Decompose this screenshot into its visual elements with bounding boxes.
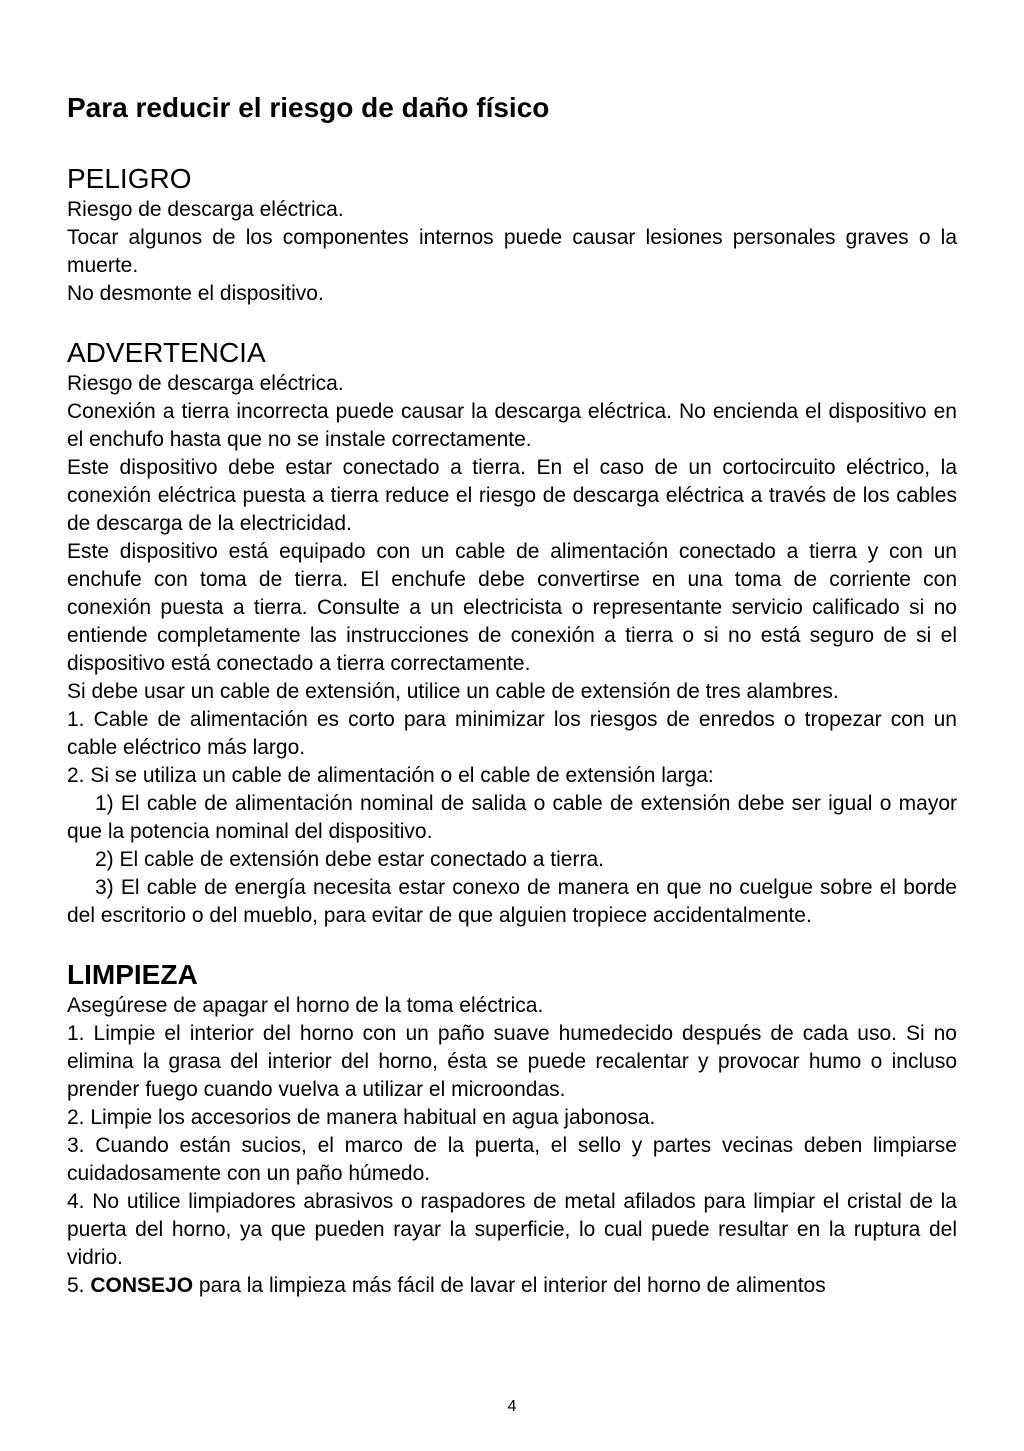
advertencia-p8: 1) El cable de alimentación nominal de salida o cable de extensión debe ser igual o mayor que la potencia nominal del dispositivo. <box>67 792 957 843</box>
limpieza-p3: 2. Limpie los accesorios de manera habitual en agua jabonosa. <box>67 1106 656 1129</box>
section-advertencia <box>67 336 957 930</box>
heading-limpieza: LIMPIEZA <box>67 959 198 990</box>
advertencia-p3: Este dispositivo debe estar conectado a tierra. En el caso de un cortocircuito eléctrico, la conexión eléctrica puesta a tierra reduce el riesgo de descarga eléctrica a través de los cables de descarga de la electricidad. <box>67 456 957 535</box>
advertencia-p9: 2) El cable de extensión debe estar conectado a tierra. <box>95 848 604 871</box>
document-page <box>67 88 957 1328</box>
heading-advertencia: ADVERTENCIA <box>67 337 266 368</box>
limpieza-p6 <box>67 1272 957 1300</box>
advertencia-p6: 1. Cable de alimentación es corto para minimizar los riesgos de enredos o tropezar con un cable eléctrico más largo. <box>67 708 957 759</box>
section-limpieza <box>67 958 957 1300</box>
page-title: Para reducir el riesgo de daño físico <box>67 92 550 123</box>
peligro-line-2: Tocar algunos de los componentes internos puede causar lesiones personales graves o la muerte. <box>67 226 957 277</box>
heading-peligro: PELIGRO <box>67 163 192 194</box>
consejo-label: CONSEJO <box>90 1274 194 1297</box>
advertencia-p2: Conexión a tierra incorrecta puede causar la descarga eléctrica. No encienda el dispositivo en el enchufo hasta que no se instale correctamente. <box>67 400 957 451</box>
peligro-line-1: Riesgo de descarga eléctrica. <box>67 198 344 221</box>
advertencia-p1: Riesgo de descarga eléctrica. <box>67 372 344 395</box>
limpieza-p6-text: para la limpieza más fácil de lavar el interior del horno de alimentos <box>198 1274 826 1297</box>
limpieza-p1: Asegúrese de apagar el horno de la toma eléctrica. <box>67 994 544 1017</box>
page-number: 4 <box>507 1398 517 1415</box>
limpieza-p2: 1. Limpie el interior del horno con un paño suave humedecido después de cada uso. Si no elimina la grasa del interior del horno, ésta se puede recalentar y provocar humo o incluso prender fuego cuando vuelva a utilizar el microondas. <box>67 1022 957 1101</box>
advertencia-p5: Si debe usar un cable de extensión, utilice un cable de extensión de tres alambres. <box>67 680 839 703</box>
peligro-line-3: No desmonte el dispositivo. <box>67 282 324 305</box>
section-peligro <box>67 162 957 308</box>
limpieza-p6-number: 5. <box>67 1274 85 1297</box>
limpieza-p5: 4. No utilice limpiadores abrasivos o raspadores de metal afilados para limpiar el cristal de la puerta del horno, ya que pueden rayar la superficie, lo cual puede resultar en la ruptura del vidrio. <box>67 1190 957 1269</box>
advertencia-p4: Este dispositivo está equipado con un cable de alimentación conectado a tierra y con un enchufe con toma de tierra. El enchufe debe convertirse en una toma de corriente con conexión puesta a tierra. Consulte a un electricista o representante servicio calificado si no entiende completamente las instrucciones de conexión a tierra o si no está seguro de si el dispositivo está conectado a tierra correctamente. <box>67 540 957 675</box>
advertencia-p7: 2. Si se utiliza un cable de alimentación o el cable de extensión larga: <box>67 764 714 787</box>
limpieza-p4: 3. Cuando están sucios, el marco de la puerta, el sello y partes vecinas deben limpiarse cuidadosamente con un paño húmedo. <box>67 1134 957 1185</box>
advertencia-p10: 3) El cable de energía necesita estar conexo de manera en que no cuelgue sobre el borde del escritorio o del mueblo, para evitar de que alguien tropiece accidentalmente. <box>67 876 957 927</box>
